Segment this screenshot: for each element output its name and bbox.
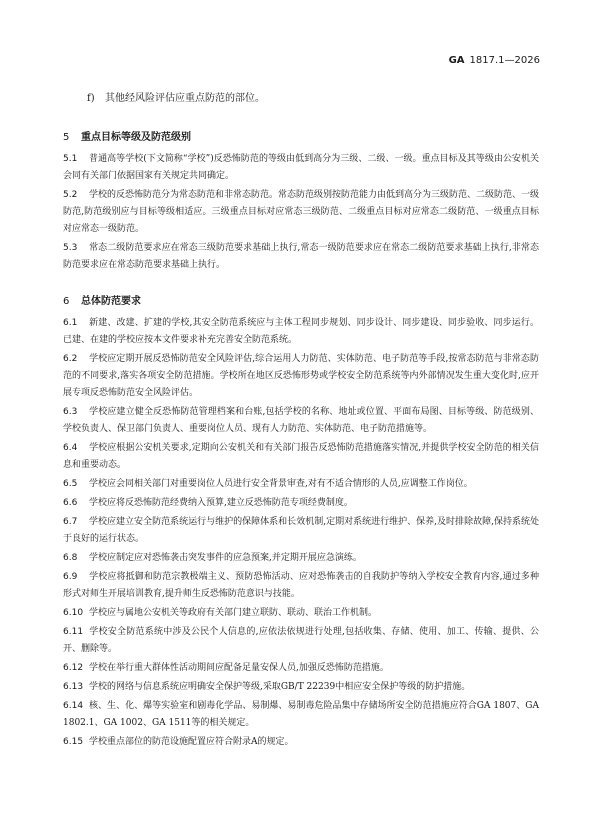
- clause-text: 学校安全防范系统中涉及公民个人信息的,应依法依规进行处理,包括收集、存储、使用、加工、传输、提供、公开、删除等。: [63, 627, 539, 654]
- clause-number: 6.5: [63, 479, 78, 489]
- clause-text: 学校应定期开展反恐怖防范安全风险评估,综合运用人力防范、实体防范、电子防范等手段,按常态防范与非常态防范的不同要求,落实各项安全防范措施。学校所在地区反恐怖形势或学校安全防范系统等内外部情况发生重大变化时,应开展专项反恐怖防范安全风险评估。: [63, 354, 539, 398]
- clause-number: 6.14: [63, 701, 84, 711]
- clause-number: 6.6: [63, 498, 78, 508]
- clause-number: 6.12: [63, 663, 84, 673]
- section-number: 6: [63, 296, 70, 307]
- list-marker: f): [87, 93, 95, 104]
- section-title: 重点目标等级及防范级别: [81, 132, 191, 143]
- clause-6-7: [63, 514, 539, 548]
- clause-6-12: [63, 660, 539, 677]
- clause-text: 学校应与属地公安机关等政府有关部门建立联防、联动、联治工作机制。: [89, 608, 378, 618]
- clause-number: 6.8: [63, 553, 78, 563]
- clause-6-4: [63, 440, 539, 474]
- section-title: 总体防范要求: [81, 296, 141, 307]
- clause-text: 新建、改建、扩建的学校,其安全防范系统应与主体工程同步规划、同步设计、同步建设、同步验收、同步运行。已建、在建的学校应按本文件要求补充完善安全防范系统。: [63, 318, 539, 345]
- clause-text: 学校应建立健全反恐怖防范管理档案和台账,包括学校的名称、地址或位置、平面布局图、目标等级、防范级别、学校负责人、保卫部门负责人、重要岗位人员、现有人力防范、实体防范、电子防范措施等。: [63, 407, 539, 434]
- clause-text: 学校应制定应对恐怖袭击突发事件的应急预案,并定期开展应急演练。: [89, 553, 362, 563]
- clause-6-11: [63, 624, 539, 658]
- clause-number: 6.4: [63, 443, 78, 453]
- clause-text: 学校的网络与信息系统应明确安全保护等级,采取GB/T 22239中相应安全保护等级的防护措施。: [89, 682, 471, 692]
- clause-number: 6.15: [63, 737, 84, 747]
- clause-6-10: [63, 605, 539, 622]
- clause-number: 6.10: [63, 608, 84, 618]
- section-5-body: [63, 151, 539, 276]
- clause-number: 6.3: [63, 407, 78, 417]
- clause-5-2: [63, 187, 539, 238]
- clause-6-8: [63, 550, 539, 567]
- standard-number: 1817.1—2026: [469, 55, 540, 66]
- list-text: 其他经风险评估应重点防范的部位。: [105, 93, 265, 104]
- clause-text: 学校重点部位的防范设施配置应符合附录A的规定。: [89, 737, 294, 747]
- clause-number: 5.1: [63, 154, 78, 164]
- clause-number: 6.7: [63, 517, 78, 527]
- clause-5-3: [63, 240, 539, 274]
- clause-6-6: [63, 495, 539, 512]
- clause-6-13: [63, 679, 539, 696]
- clause-text: 学校应将反恐怖防范经费纳入预算,建立反恐怖防范专项经费制度。: [89, 498, 353, 508]
- clause-text: 学校应将抵御和防范宗教极端主义、预防恐怖活动、应对恐怖袭击的自我防护等纳入学校安全教育内容,通过多种形式对师生开展培训教育,提升师生反恐怖防范意识与技能。: [63, 572, 539, 599]
- clause-text: 学校的反恐怖防范分为常态防范和非常态防范。常态防范级别按防范能力由低到高分为三级防范、二级防范、一级防范,防范级别应与目标等级相适应。三级重点目标对应常态三级防范、二级重点目标对应常态二级防范、一级重点目标对应常态一级防范。: [63, 190, 540, 234]
- list-item-f: [87, 89, 265, 104]
- clause-text: 核、生、化、爆等实验室和剧毒化学品、易制爆、易制毒危险品集中存储场所安全防范措施应符合GA 1807、GA 1802.1、GA 1002、GA 1511等的相关规定。: [63, 701, 539, 728]
- clause-text: 学校应根据公安机关要求,定期向公安机关和有关部门报告反恐怖防范措施落实情况,并提供学校安全防范的相关信息和重要动态。: [63, 443, 539, 470]
- clause-number: 5.2: [63, 190, 78, 200]
- standard-code: [449, 55, 540, 66]
- clause-5-1: [63, 151, 539, 185]
- clause-number: 6.1: [63, 318, 78, 328]
- clause-number: 6.11: [63, 627, 84, 637]
- clause-text: 学校应会同相关部门对重要岗位人员进行安全背景审查,对有不适合情形的人员,应调整工作岗位。: [89, 479, 473, 489]
- clause-6-9: [63, 569, 539, 603]
- standard-id: GA: [448, 55, 465, 66]
- clause-text: 学校在举行重大群体性活动期间应配备足量安保人员,加强反恐怖防范措施。: [89, 663, 389, 673]
- clause-number: 6.13: [63, 682, 84, 692]
- clause-6-2: [63, 351, 539, 402]
- clause-6-14: [63, 698, 539, 732]
- clause-number: 5.3: [63, 243, 78, 253]
- clause-6-5: [63, 476, 539, 493]
- section-6-body: [63, 315, 539, 753]
- clause-text: 普通高等学校(下文简称“学校”)反恐怖防范的等级由低到高分为三级、二级、一级。重点目标及其等级由公安机关会同有关部门依据国家有关规定共同确定。: [63, 154, 539, 181]
- clause-6-1: [63, 315, 539, 349]
- clause-text: 学校应建立安全防范系统运行与维护的保障体系和长效机制,定期对系统进行维护、保养,及时排除故障,保持系统处于良好的运行状态。: [63, 517, 539, 544]
- clause-number: 6.2: [63, 354, 78, 364]
- clause-number: 6.9: [63, 572, 78, 582]
- section-5-heading: [63, 128, 191, 143]
- clause-6-3: [63, 404, 539, 438]
- clause-6-15: [63, 734, 539, 751]
- clause-text: 常态二级防范要求应在常态三级防范要求基础上执行,常态一级防范要求应在常态二级防范要求基础上执行,非常态防范要求应在常态防范要求基础上执行。: [63, 243, 539, 270]
- section-6-heading: [63, 292, 141, 307]
- section-number: 5: [63, 132, 70, 143]
